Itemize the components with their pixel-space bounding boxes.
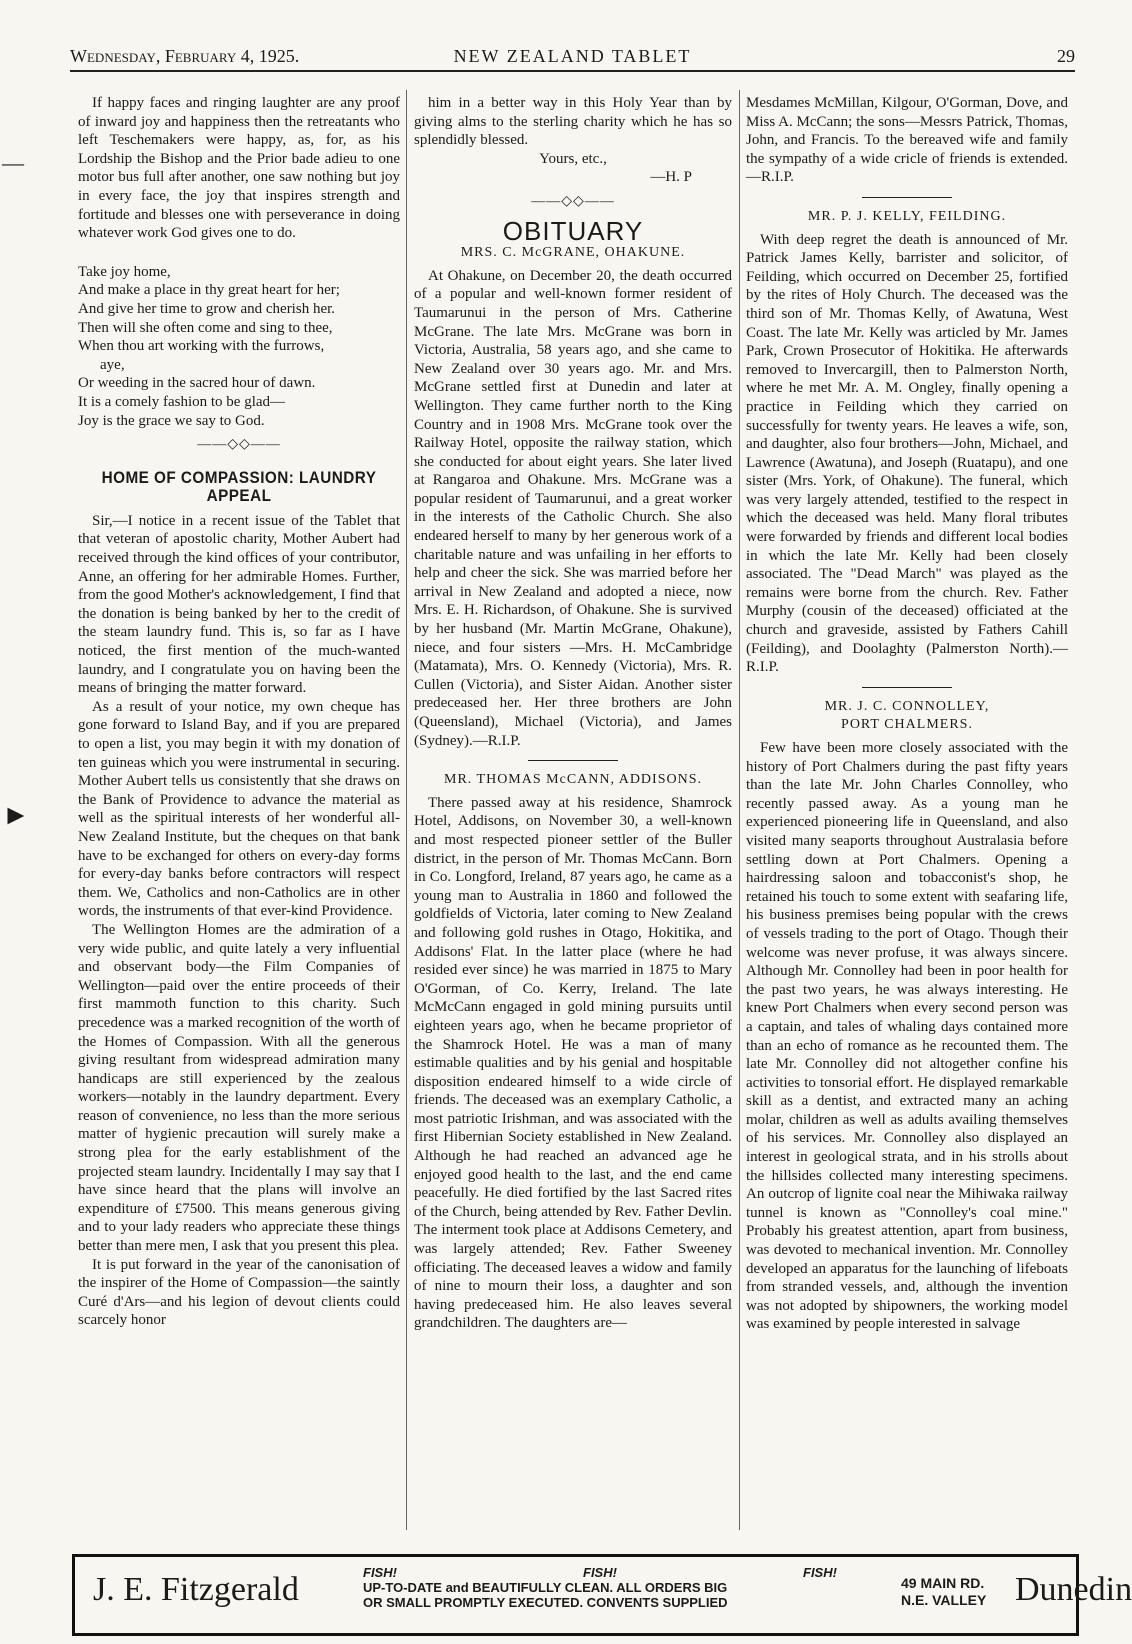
column-rule — [739, 90, 740, 1530]
poem-line: Then will she often come and sing to thee, — [78, 319, 333, 336]
ad-fish: FISH! — [363, 1565, 397, 1580]
column-2 — [414, 94, 732, 1333]
poem — [78, 263, 400, 430]
section-rule — [528, 760, 618, 761]
ad-fish: FISH! — [803, 1565, 837, 1580]
column-3 — [746, 94, 1068, 1334]
margin-mark: — — [2, 150, 24, 175]
article-paragraph: Mesdames McMillan, Kilgour, O'Gorman, Dove, and Miss A. McCann; the sons—Messrs Patrick, Thomas, John, and Francis. To the bereaved wife and family the sympathy of a wide cricle of friends is extended.—R.I.P. — [746, 95, 1068, 186]
signature: —H. P — [650, 169, 692, 186]
ad-address-line: 49 MAIN RD. — [901, 1575, 985, 1591]
ad-line: UP-TO-DATE and BEAUTIFULLY CLEAN. ALL ORDERS BIG — [363, 1580, 728, 1595]
obituary-heading: OBITUARY — [502, 215, 644, 246]
obituary-subheading: MR. P. J. KELLY, FEILDING. — [807, 208, 1007, 224]
advertiser-name: J. E. Fitzgerald — [93, 1571, 299, 1608]
section-divider: ——◇◇—— — [197, 437, 281, 453]
signoff: Yours, etc., — [539, 150, 607, 167]
article-paragraph: Few have been more closely associated with the history of Port Chalmers during the past fifty years than the late Mr. John Charles Connolley, who recently passed away. As a young man he experienced pioneering life in Queensland, and also visited many seaports throughout Australasia before settling down at Port Chalmers. Opening a hairdressing saloon and tobacconist's shop, he retained his touch to some extent with seafaring life, his business premises being popular with the crews of vessels trading to the port of Otago. Though their welcome was never profuse, it was always sincere. Although Mr. Connolley had been in poor health for the past two years, he was always interesting. He knew Port Chalmers when every second person was a captain, and tales of whaling days contained more than an echo of romance as he recounted them. The late Mr. Connolley did not altogether confine his activities to tonsorial effort. He displayed remarkable skill as a dentist, and extracted many an aching molar, children as well as adults availing themselves of his services. Mr. Connolley also displayed an interest in geological strata, and in his strolls about the hillsides collected many interesting specimens. An outcrop of lignite coal near the Mihiwaka railway tunnel is known as "Connolley's coal mine." Probably his greatest attention, apart from business, was devoted to mechanical invention. Mr. Connolley developed an apparatus for the launching of lifeboats from stranded vessels, and, although the invention was not adopted by shipowners, the working model was examined by people interested in salvage — [746, 740, 1068, 1333]
section-rule — [862, 197, 952, 198]
ad-city: Dunedin — [1015, 1571, 1132, 1608]
ad-fish: FISH! — [583, 1565, 617, 1580]
obituary-subheading: MR. J. C. CONNOLLEY, — [824, 698, 990, 714]
page-number: 29 — [1057, 46, 1075, 66]
article-paragraph: There passed away at his residence, Shamrock Hotel, Addisons, on November 30, a well-known and most respected pioneer settler of the Buller district, in the person of Mr. Thomas McCann. Born in Co. Longford, Ireland, 87 years ago, he came as a young man to Australia in 1860 and followed the goldfields of Victoria, later coming to New Zealand and following gold rushes in Otago, Hokitika, and Addisons' Flat. In the latter place (where he had resided ever since) he was married in 1875 to Mary O'Gorman, of Co. Kerry, Ireland. The late McMcCann engaged in gold mining pursuits until eighteen years ago, when he became proprietor of the Shamrock Hotel. He was a man of many estimable qualities and by his genial and hospitable disposition endeared himself to a wide circle of friends. The deceased was an exemplary Catholic, a most patriotic Irishman, and was associated with the first Hibernian Society established in New Zealand. Although he had reached an advanced age he enjoyed good health to the last, and the end came peacefully. He died fortified by the last Sacred rites of the Church, being attended by Rev. Father Devlin. The interment took place at Addisons Cemetery, and was largely attended; Rev. Father Sweeney officiating. The deceased leaves a widow and family of nine to mourn their loss, a daughter and son having predeceased him. He also leaves several grandchildren. The daughters are— — [414, 794, 732, 1332]
article-paragraph: him in a better way in this Holy Year than by giving alms to the sterling charity which he has so splendidly blessed. — [414, 95, 732, 149]
section-rule — [862, 687, 952, 688]
advertisement — [72, 1554, 1132, 1636]
ad-copy — [363, 1565, 883, 1610]
ad-address-line: N.E. VALLEY — [901, 1592, 987, 1608]
article-paragraph: At Ohakune, on December 20, the death occurred of a popular and well-known former resident of Taumarunui in the person of Mrs. Catherine McGrane. The late Mrs. McGrane was born in Victoria, Australia, 58 years ago, and she came to New Zealand over 30 years ago. Mr. and Mrs. McGrane settled first at Dunedin and later at Wellington. They came further north to the King Country and in 1908 Mrs. McGrane took over the Railway Hotel, opposite the railway station, which she conducted for about eight years. She later lived at Rangaroa and Ohakune. Mrs. McGrane was a popular resident of Taumarunui, and a great worker in the interests of the Catholic Church. She also endeared herself to many by her generous work of a charitable nature and was unfailing in her efforts to help and cheer the sick. She was married before her arrival in New Zealand and adopted a niece, now Mrs. E. H. Richardson, of Ohakune. She is survived by her husband (Mr. Martin McGrane, Ohakune), niece, and four sisters —Mrs. H. McCambridge (Matamata), Mrs. O. Kennedy (Victoria), Mrs. R. Cullen (Victoria), and Sister Aidan. Another sister predeceased her. Her three brothers are John (Queensland), Michael (Victoria), and James (Sydney).—R.I.P. — [414, 267, 732, 749]
article-paragraph: With deep regret the death is announced of Mr. Patrick James Kelly, barrister and solicitor, of Feilding, which occurred on December 25, fortified by the rites of Holy Church. The deceased was the third son of Mr. Thomas Kelly, of Awatuna, West Coast. The late Mr. Kelly was articled by Mr. James Park, Crown Prosecutor of Hokitika. He afterwards removed to Invercargill, then to Palmerston North, where he met Mr. A. M. Ongley, finally opening a practice in Feilding which they carried on successfully for twenty years. He leaves a wife, son, and daughter, also four brothers—John, Michael, and Lawrence (Awatuna), and Joseph (Ruatapu), and one sister (Mrs. York, of Ohakune). The funeral, which was very largely attended, testified to the respect in which the deceased was held. Many floral tributes were forwarded by friends and different local bodies in which the late Mr. Kelly had been closely associated. The "Dead March" was played as the remains were borne from the church. Rev. Father Murphy (cousin of the deceased) officiated at the church and graveside, assisted by Fathers Cahill (Feilding), and Doolaghty (Palmerston North).—R.I.P. — [746, 231, 1068, 676]
poem-line: It is a comely fashion to be glad— — [78, 393, 286, 410]
article-paragraph: Sir,—I notice in a recent issue of the Tablet that that veteran of apostolic charity, Mother Aubert had received through the kind offices of your contributor, Anne, an offering for her admirable Homes. Further, from the good Mother's acknowledgement, I find that the donation is being banked by her to the credit of the steam laundry fund. This is, so far as I have noticed, the first mention of the much-wanted laundry, and I congratulate you on having been the means of bringing the matter forward. — [78, 512, 400, 697]
page-header — [70, 40, 1075, 72]
issue-date: Wednesday, February 4, 1925. — [70, 46, 300, 66]
article-paragraph: If happy faces and ringing laughter are any proof of inward joy and happiness then the retreatants who left Teschemakers were happy, as, for, as his Lordship the Bishop and the Prior bade adieu to one motor bus full after another, one saw nothing but joy in every face, the joy that inspires strength and fortitude and blesses one with perseverance in doing whatever work God gives one to do. — [78, 95, 400, 242]
poem-line: Joy is the grace we say to God. — [78, 412, 265, 429]
poem-line: Take joy home, — [78, 263, 171, 280]
column-rule — [406, 90, 407, 1530]
poem-line: Or weeding in the sacred hour of dawn. — [78, 375, 316, 392]
obituary-subheading: MR. THOMAS McCANN, ADDISONS. — [444, 772, 702, 788]
article-paragraph: As a result of your notice, my own cheque has gone forward to Island Bay, and if you are prepared to open a list, you may begin it with my donation of ten guineas which you were instrumental in securing. Mother Aubert tells us consistently that she draws on the Bank of Providence to advance the material as well as the spiritual interests of her wonderful all-New Zealand Institute, but the cheques on that bank have to be exchanged for others on every-day forms for every-day banks before contractors will respect them. We, Catholics and non-Catholics are in other words, the instruments of that ever-kind Providence. — [78, 698, 400, 920]
poem-line: aye, — [100, 356, 125, 373]
obituary-subheading: MRS. C. McGRANE, OHAKUNE. — [460, 245, 686, 261]
poem-line: And give her time to grow and cherish her. — [78, 300, 336, 317]
obituary-subheading: PORT CHALMERS. — [841, 717, 973, 733]
ad-address — [901, 1575, 986, 1609]
article-heading: HOME OF COMPASSION: LAUNDRY APPEAL — [101, 467, 377, 506]
newspaper-title: NEW ZEALAND TABLET — [453, 46, 692, 66]
article-paragraph: It is put forward in the year of the canonisation of the inspirer of the Home of Compassion—the saintly Curé d'Ars—and his legion of devout clients could scarcely honor — [78, 1256, 400, 1329]
poem-line: And make a place in thy great heart for her; — [78, 282, 340, 299]
pointer-icon: ► — [2, 800, 30, 831]
column-1 — [78, 94, 400, 1330]
poem-line: When thou art working with the furrows, — [78, 338, 325, 355]
section-divider: ——◇◇—— — [531, 193, 615, 209]
ad-line: OR SMALL PROMPTLY EXECUTED. CONVENTS SUPPLIED — [363, 1595, 728, 1610]
article-paragraph: The Wellington Homes are the admiration of a very wide public, and quite lately a very influential and observant body—the Film Companies of Wellington—paid over the entire proceeds of their first mammoth function to this charity. Such precedence was a marked recognition of the worth of the Homes of Compassion. With all the generous giving resultant from widespread admiration many handicaps are still experienced by the zealous workers—notably in the laundry department. Every reason of convenience, no less than the more serious matter of hygienic precaution will surely make a strong plea for the early establishment of the projected steam laundry. Incidentally I may say that I have since heard that the plans will involve an expenditure of £7500. This means generous giving and to your lady readers who appreciate these things better than mere men, I ask that you present this plea. — [78, 921, 400, 1255]
